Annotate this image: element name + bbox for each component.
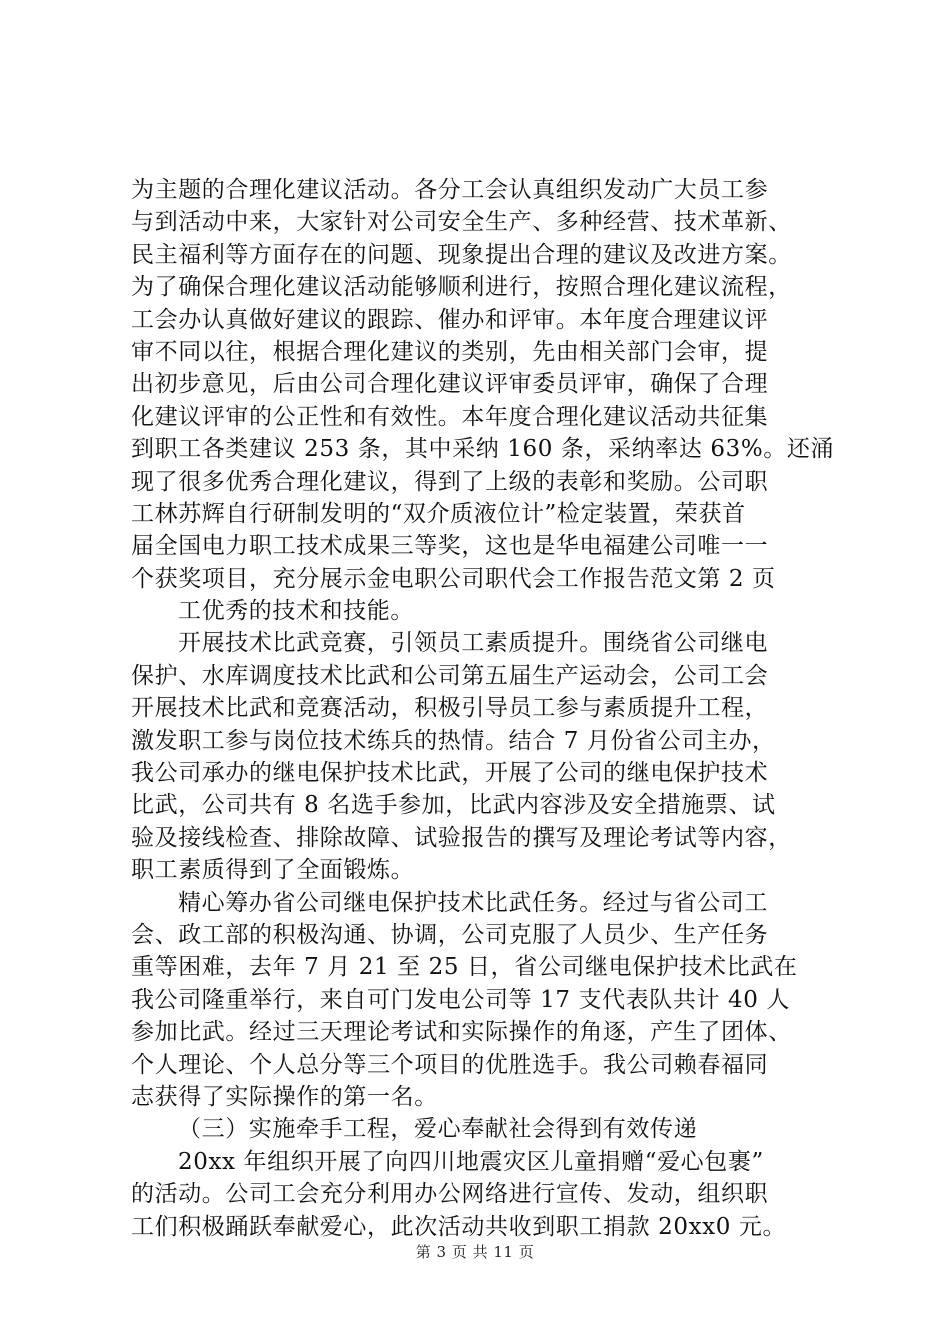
text-line: 保护、水库调度技术比武和公司第五届生产运动会，公司工会 <box>131 662 769 689</box>
text-line: 开展技术比武竞赛，引领员工素质提升。围绕省公司继电 <box>178 630 768 657</box>
text-line: 验及接线检查、排除故障、试验报告的撰写及理论考试等内容， <box>131 824 792 851</box>
text-line: 会、政工部的积极沟通、协调，公司克服了人员少、生产任务 <box>131 921 769 948</box>
text-line: 重等困难，去年 7 月 21 至 25 日，省公司继电保护技术比武在 <box>131 954 798 981</box>
text-line: 民主福利等方面存在的问题、现象提出合理的建议及改进方案。 <box>131 241 792 268</box>
text-line: 激发职工参与岗位技术练兵的热情。结合 7 月份省公司主办， <box>131 727 776 754</box>
text-line: 为了确保合理化建议活动能够顺利进行，按照合理化建议流程， <box>131 274 792 301</box>
page-footer: 第 3 页 共 11 页 <box>415 1243 535 1261</box>
text-line: 开展技术比武和竞赛活动，积极引导员工参与素质提升工程， <box>131 695 769 722</box>
text-line: 我公司隆重举行，来自可门发电公司等 17 支代表队共计 40 人 <box>131 986 790 1013</box>
text-line: 审不同以往，根据合理化建议的类别，先由相关部门会审，提 <box>131 338 769 365</box>
body-text <box>131 174 835 1243</box>
text-line: 个获奖项目，充分展示金电职公司职代会工作报告范文第 2 页 <box>131 565 776 592</box>
text-line: 工会办认真做好建议的跟踪、催办和评审。本年度合理建议评 <box>131 306 769 333</box>
text-line: 志获得了实际操作的第一名。 <box>131 1083 438 1110</box>
text-line: 工优秀的技术和技能。 <box>178 598 414 625</box>
text-line: 工们积极踊跃奉献爱心，此次活动共收到职工捐款 20xx0 元。 <box>131 1213 787 1240</box>
text-line: 届全国电力职工技术成果三等奖，这也是华电福建公司唯一一 <box>131 533 769 560</box>
text-line: 化建议评审的公正性和有效性。本年度合理化建议活动共征集 <box>131 403 769 430</box>
text-line: 与到活动中来，大家针对公司安全生产、多种经营、技术革新、 <box>131 209 792 236</box>
text-line: 比武，公司共有 8 名选手参加，比武内容涉及安全措施票、试 <box>131 792 776 819</box>
text-line: 的活动。公司工会充分利用办公网络进行宣传、发动，组织职 <box>131 1181 769 1208</box>
text-line: 精心筹办省公司继电保护技术比武任务。经过与省公司工 <box>178 889 768 916</box>
text-line: 参加比武。经过三天理论考试和实际操作的角逐，产生了团体、 <box>131 1019 792 1046</box>
text-line: 职工素质得到了全面锻炼。 <box>131 857 415 884</box>
text-line: 为主题的合理化建议活动。各分工会认真组织发动广大员工参 <box>131 177 769 203</box>
text-line: 到职工各类建议 253 条，其中采纳 160 条，采纳率达 63%。还涌 <box>131 436 835 463</box>
text-line: 20xx 年组织开展了向四川地震灾区儿童捐赠“爱心包裹” <box>178 1148 764 1175</box>
section-heading: （三）实施牵手工程，爱心奉献社会得到有效传递 <box>178 1116 698 1143</box>
text-line: 工林苏辉自行研制发明的“双介质液位计”检定装置，荣获首 <box>131 500 746 527</box>
text-line: 我公司承办的继电保护技术比武，开展了公司的继电保护技术 <box>131 760 769 787</box>
text-line: 个人理论、个人总分等三个项目的优胜选手。我公司赖春福同 <box>131 1051 769 1078</box>
text-line: 现了很多优秀合理化建议，得到了上级的表彰和奖励。公司职 <box>131 468 769 495</box>
text-line: 出初步意见，后由公司合理化建议评审委员评审，确保了合理 <box>131 371 769 398</box>
